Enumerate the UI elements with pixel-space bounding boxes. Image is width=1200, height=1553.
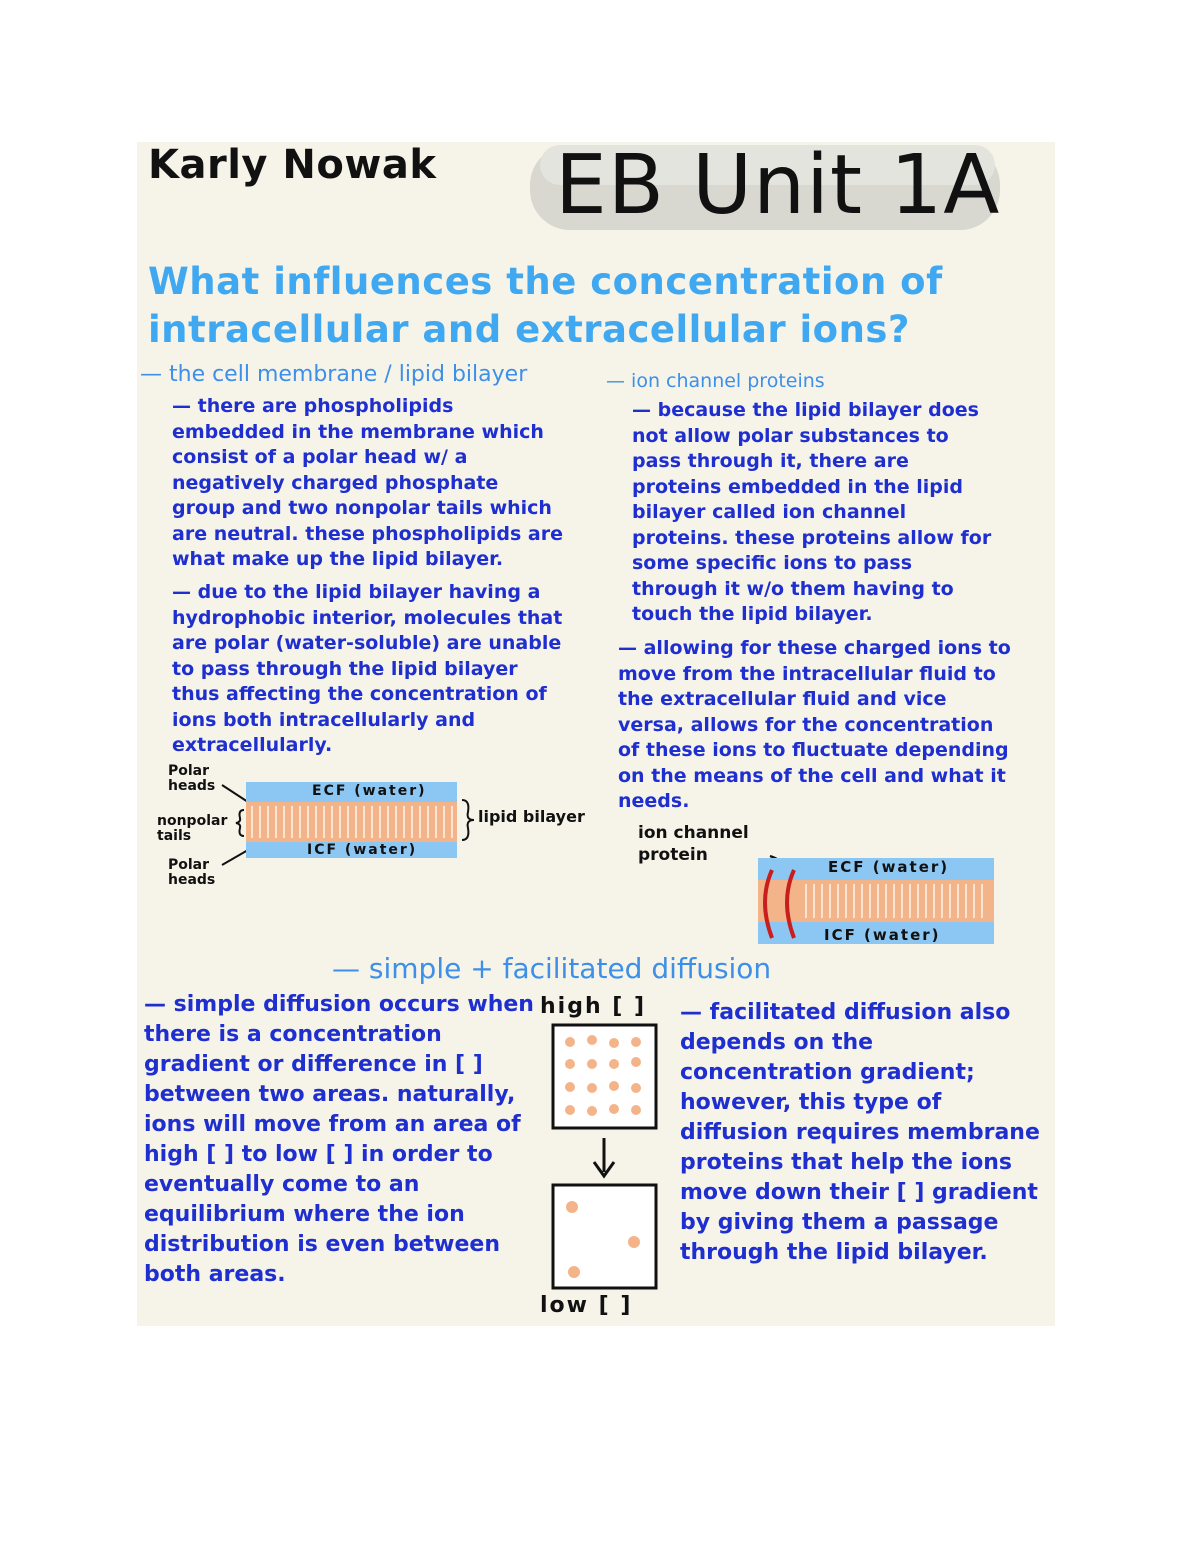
diffusion-diagram [548, 1020, 663, 1290]
pointer-bottom [222, 850, 248, 865]
lipid-bilayer-label: lipid bilayer [478, 807, 585, 826]
channel-icf-label: ICF (water) [824, 926, 941, 944]
hydrophobic-bullet: — due to the lipid bilayer having a hydrophobic interior, molecules that are polar (water-soluble) are unable to pass through the lipid bilayer thus affecting the concentration of ions both intracellularly and extracellularly. [172, 581, 563, 756]
polar-heads-top-label: Polar heads [168, 763, 216, 794]
tails-brace [236, 810, 244, 836]
ion-channel-bullet: — because the lipid bilayer does not allow polar substances to pass through it, there are proteins embedded in the lipid bilayer called ion channel proteins. these proteins allow for some specific ions to pass through it w/o them having to touch the lipid bilayer. [632, 399, 992, 625]
low-concentration-label: low [ ] [540, 1293, 633, 1318]
author-name: Karly Nowak [148, 142, 437, 188]
high-concentration-label: high [ ] [540, 994, 647, 1019]
cell-membrane-heading: — the cell membrane / lipid bilayer [140, 362, 528, 387]
nonpolar-tails-label: nonpolar tails [157, 813, 228, 844]
facilitated-diffusion-text: — facilitated diffusion also depends on the concentration gradient; however, this type of diffusion requires membrane proteins that help the ions move down their [ ] gradient by giving them a passage through the lipid bilayer. [680, 1000, 1040, 1265]
charged-ions-bullet: — allowing for these charged ions to move from the intracellular fluid to the extracellular fluid and vice versa, allows for the concentration of these ions to fluctuate depending on the means of the cell and what it needs. [618, 637, 1011, 812]
bilayer-brace [462, 800, 474, 840]
lipid-band [246, 802, 457, 842]
phospholipid-bullet: — there are phospholipids embedded in the membrane which consist of a polar head w/ a negatively charged phosphate group and two nonpolar tails which are neutral. these phospholipids are what make up the lipid bilayer. [172, 395, 563, 570]
pointer-top [222, 785, 248, 802]
ecf-label: ECF (water) [312, 783, 427, 799]
page-title: EB Unit 1A [555, 138, 1001, 233]
icf-label: ICF (water) [307, 842, 418, 858]
simple-diffusion-text: — simple diffusion occurs when there is a concentration gradient or difference in [ ] between two areas. naturally, ions will move from an area of high [ ] to low [ ] in order to eventually come to an equilibrium where the ion distribution is even between both areas. [144, 992, 534, 1287]
ion-channel-protein-label: ion channel protein [638, 823, 749, 865]
polar-heads-bottom-label: Polar heads [168, 857, 216, 888]
ion-channel-heading: — ion channel proteins [606, 370, 825, 392]
channel-ecf-label: ECF (water) [828, 858, 950, 876]
diffusion-heading: — simple + facilitated diffusion [332, 952, 772, 985]
main-question: What influences the concentration of intracellular and extracellular ions? [148, 260, 943, 351]
